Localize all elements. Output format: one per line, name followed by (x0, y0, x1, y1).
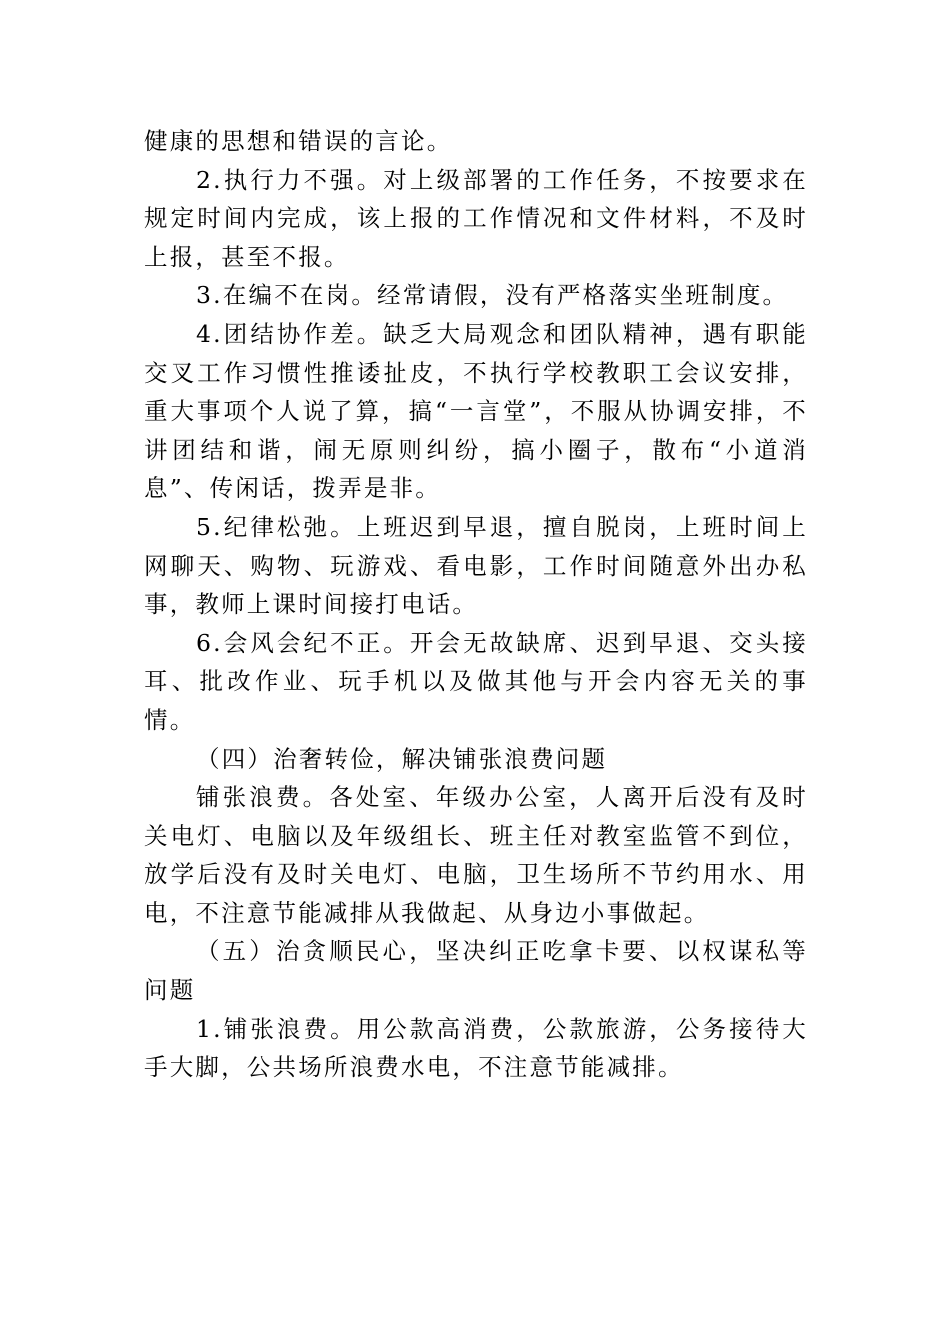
document-body (144, 122, 808, 1087)
paragraph-item-5: 5.纪律松弛。上班迟到早退，擅自脱岗，上班时间上网聊天、购物、玩游戏、看电影，工作时间随意外出办私事，教师上课时间接打电话。 (144, 512, 808, 619)
paragraph-item-1: 1.铺张浪费。用公款高消费，公款旅游，公务接待大手大脚，公共场所浪费水电，不注意节能减排。 (144, 1014, 808, 1082)
paragraph-item-4: 4.团结协作差。缺乏大局观念和团队精神，遇有职能交叉工作习惯性推诿扯皮，不执行学校教职工会议安排，重大事项个人说了算，搞“一言堂”，不服从协调安排，不讲团结和谐，闹无原则纠纷，搞小圈子，散布“小道消息”、传闲话，拨弄是非。 (144, 319, 808, 503)
paragraph-waste: 铺张浪费。各处室、年级办公室，人离开后没有及时关电灯、电脑以及年级组长、班主任对教室监管不到位，放学后没有及时关电灯、电脑，卫生场所不节约用水、用电，不注意节能减排从我做起、从身边小事做起。 (144, 783, 808, 927)
paragraph-item-2: 2.执行力不强。对上级部署的工作任务，不按要求在规定时间内完成，该上报的工作情况和文件材料，不及时上报，甚至不报。 (144, 165, 808, 271)
section-heading-4: （四）治奢转俭，解决铺张浪费问题 (196, 744, 608, 773)
section-heading-5: （五）治贪顺民心，坚决纠正吃拿卡要、以权谋私等问题 (144, 937, 808, 1005)
paragraph-item-3: 3.在编不在岗。经常请假，没有严格落实坐班制度。 (196, 281, 789, 310)
paragraph-item-6: 6.会风会纪不正。开会无故缺席、迟到早退、交头接耳、批改作业、玩手机以及做其他与开会内容无关的事情。 (144, 628, 808, 734)
paragraph-continuation: 健康的思想和错误的言论。 (144, 127, 453, 155)
